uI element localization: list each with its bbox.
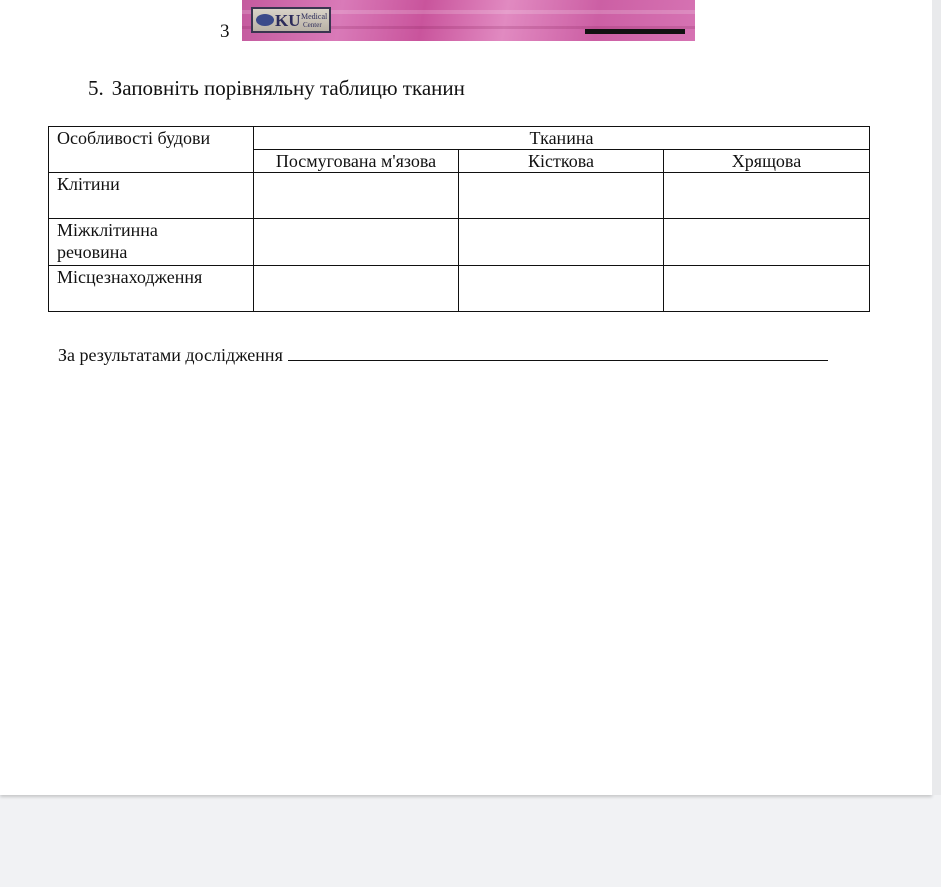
header-cartilage: Хрящова: [664, 150, 870, 173]
header-tissue: Тканина: [254, 127, 870, 150]
scale-bar: [585, 29, 685, 34]
svg-text:Center: Center: [303, 21, 322, 29]
row-label-cells: Клітини: [49, 173, 254, 219]
histology-micrograph: [242, 0, 695, 41]
table-header-row: [49, 127, 870, 150]
empty-cell[interactable]: [664, 266, 870, 312]
empty-cell[interactable]: [254, 219, 459, 266]
row-label-line: речовина: [57, 242, 128, 262]
comparison-table: [48, 126, 870, 312]
svg-text:Medical: Medical: [301, 12, 328, 21]
row-label-matrix: [49, 219, 254, 266]
empty-cell[interactable]: [459, 173, 664, 219]
conclusion-line: [58, 342, 828, 366]
task-text: Заповніть порівняльну таблицю тканин: [111, 76, 465, 100]
header-bone: Кісткова: [459, 150, 664, 173]
task-heading: [88, 76, 465, 100]
table-row: [49, 219, 870, 266]
table-row: [49, 173, 870, 219]
task-number: 5.: [88, 76, 104, 100]
figure-number: 3: [220, 21, 230, 42]
row-label-line: Міжклітинна: [57, 220, 158, 240]
empty-cell[interactable]: [664, 173, 870, 219]
viewer-scroll-edge[interactable]: [932, 0, 941, 795]
empty-cell[interactable]: [459, 266, 664, 312]
row-label-location: Місцезнаходження: [49, 266, 254, 312]
answer-blank[interactable]: [288, 342, 828, 361]
empty-cell[interactable]: [459, 219, 664, 266]
empty-cell[interactable]: [664, 219, 870, 266]
empty-cell[interactable]: [254, 173, 459, 219]
empty-cell[interactable]: [254, 266, 459, 312]
table-row: [49, 266, 870, 312]
svg-text:KU: KU: [275, 11, 301, 30]
header-striated-muscle: Посмугована м'язова: [254, 150, 459, 173]
conclusion-text: За результатами дослідження: [58, 345, 283, 365]
header-features: Особливості будови: [49, 127, 254, 173]
ku-medical-center-logo: [251, 7, 331, 33]
